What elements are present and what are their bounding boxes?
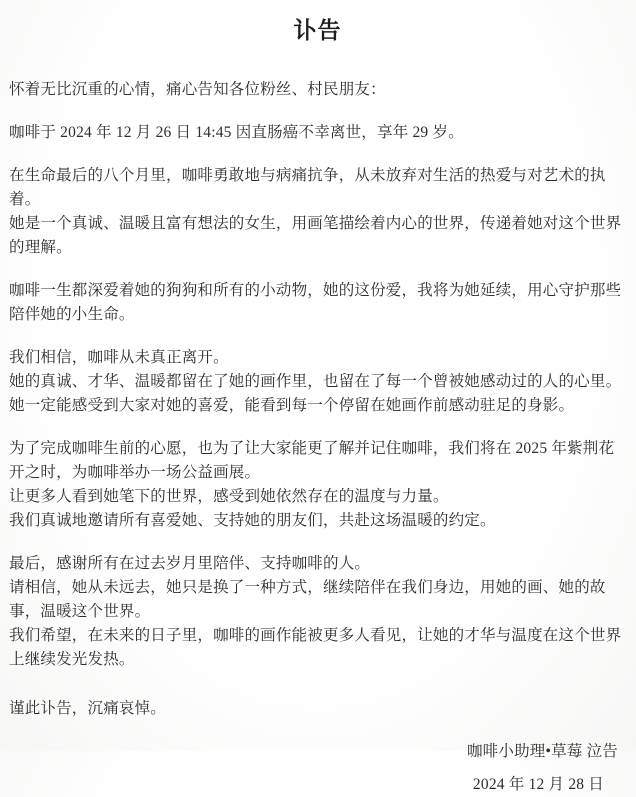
- paragraph-line: 我们希望，在未来的日子里，咖啡的画作能被更多人看见，让她的才华与温度在这个世界上继续发光发热。: [9, 627, 622, 668]
- paragraph-line: 为了完成咖啡生前的心愿，也为了让大家能更了解并记住咖啡，我们将在 2025 年紫荆花开之时，为咖啡举办一场公益画展。: [9, 440, 615, 481]
- paragraph-line: 她的真诚、才华、温暖都留在了她的画作里，也留在了每一个曾被她感动过的人的心里。: [9, 373, 622, 390]
- paragraph-line: 让更多人看到她笔下的世界，感受到她依然存在的温度与力量。: [9, 488, 449, 505]
- paragraph-love-for-animals: [9, 279, 626, 327]
- paragraph-line: 我们相信，咖啡从未真正离开。: [9, 349, 229, 366]
- document-title: 讣告: [293, 18, 342, 43]
- paragraph-closing: [9, 697, 626, 721]
- signature-date: 2024 年 12 月 28 日: [472, 776, 604, 793]
- paragraph-never-left: [9, 346, 626, 418]
- paragraph-line: 我们真诚地邀请所有喜爱她、支持她的朋友们，共赴这场温暖的约定。: [9, 512, 496, 529]
- paragraph-final-months: [9, 164, 626, 260]
- paragraph-line: 她一定能感受到大家对她的喜爱，能看到每一个停留在她画作前感动驻足的身影。: [9, 397, 575, 414]
- paragraph-salutation: [9, 78, 626, 102]
- paragraph-line: 在生命最后的八个月里，咖啡勇敢地与病痛抗争，从未放弃对生活的热爱与对艺术的执着。: [9, 167, 606, 208]
- paragraph-line: 谨此讣告，沉痛哀悼。: [9, 700, 167, 717]
- paragraph-thanks: [9, 552, 626, 672]
- paragraph-line: 请相信，她从未远去，她只是换了一种方式，继续陪伴在我们身边，用她的画、她的故事，温暖这个世界。: [9, 579, 606, 620]
- paragraph-death-announcement: [9, 121, 626, 145]
- signature-name: 咖啡小助理•草莓 泣告: [466, 743, 618, 760]
- paragraph-line: 怀着无比沉重的心情，痛心告知各位粉丝、村民朋友：: [9, 81, 386, 98]
- paragraph-line: 咖啡于 2024 年 12 月 26 日 14:45 因直肠癌不幸离世，享年 29 岁。: [9, 124, 464, 141]
- paragraph-line: 她是一个真诚、温暖且富有想法的女生，用画笔描绘着内心的世界，传递着她对这个世界的理解。: [9, 215, 622, 256]
- signature-block: [9, 740, 626, 797]
- paragraph-line: 咖啡一生都深爱着她的狗狗和所有的小动物，她的这份爱，我将为她延续，用心守护那些陪伴她的小生命。: [9, 282, 622, 323]
- paragraph-line: 最后，感谢所有在过去岁月里陪伴、支持咖啡的人。: [9, 555, 371, 572]
- paragraph-charity-exhibition: [9, 437, 626, 533]
